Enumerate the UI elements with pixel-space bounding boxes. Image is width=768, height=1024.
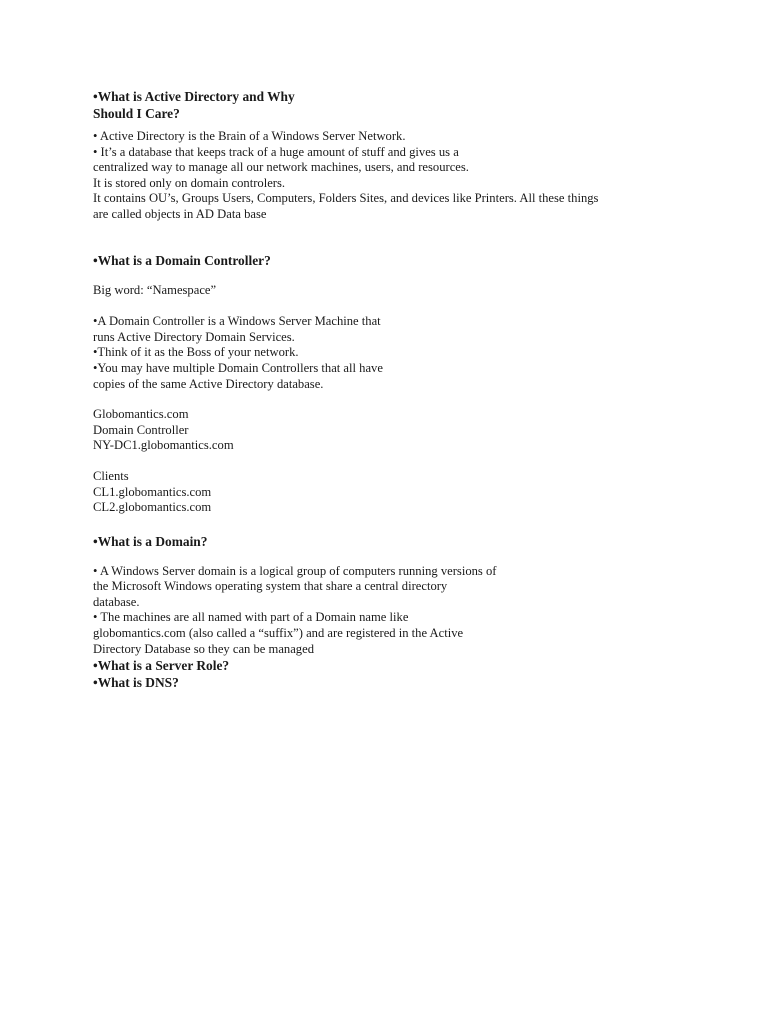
paragraph-line: are called objects in AD Data base [93,206,267,221]
section-domain [93,533,713,658]
paragraph-line: centralized way to manage all our network machines, users, and resources. [93,160,469,175]
paragraph-line: •You may have multiple Domain Controllers that all have [93,360,383,375]
document-page [93,88,713,691]
paragraph-line: runs Active Directory Domain Services. [93,329,295,344]
example-client-line: Clients [93,468,129,483]
heading-server-role: •What is a Server Role? [93,658,230,674]
paragraph-line: •Think of it as the Boss of your network. [93,345,299,360]
paragraph-line: database. [93,594,140,609]
example-domain-line: NY-DC1.globomantics.com [93,438,234,453]
heading-active-directory-line-2: Should I Care? [93,106,180,121]
paragraph-line: the Microsoft Windows operating system that share a central directory [93,579,448,594]
paragraph-line: • Active Directory is the Brain of a Windows Server Network. [93,129,406,143]
paragraph-line: •A Domain Controller is a Windows Server Machine that [93,314,381,329]
example-client-line: CL2.globomantics.com [93,500,212,515]
heading-domain-controller: •What is a Domain Controller? [93,252,271,268]
paragraph-line: It contains OU’s, Groups Users, Computers, Folders Sites, and devices like Printers. All these things [93,191,599,206]
paragraph-line: • A Windows Server domain is a logical group of computers running versions of [93,563,497,578]
paragraph-line: It is stored only on domain controlers. [93,175,286,190]
example-domain-line: Globomantics.com [93,407,189,422]
paragraph-line: • It’s a database that keeps track of a huge amount of stuff and gives us a [93,144,459,159]
heading-dns: •What is DNS? [93,675,179,691]
example-client-line: CL1.globomantics.com [93,484,212,499]
section-domain-controller [93,252,713,516]
example-domain-line: Domain Controller [93,422,189,437]
heading-domain: •What is a Domain? [93,533,208,549]
paragraph-line: globomantics.com (also called a “suffix”) and are registered in the Active [93,626,464,641]
paragraph-line: Directory Database so they can be managed [93,641,314,656]
paragraph-line: copies of the same Active Directory database. [93,376,324,391]
heading-active-directory-line-1: •What is Active Directory and Why [93,89,295,104]
section-active-directory [93,88,713,223]
paragraph-line: • The machines are all named with part of a Domain name like [93,610,409,625]
namespace-note: Big word: “Namespace” [93,282,217,297]
